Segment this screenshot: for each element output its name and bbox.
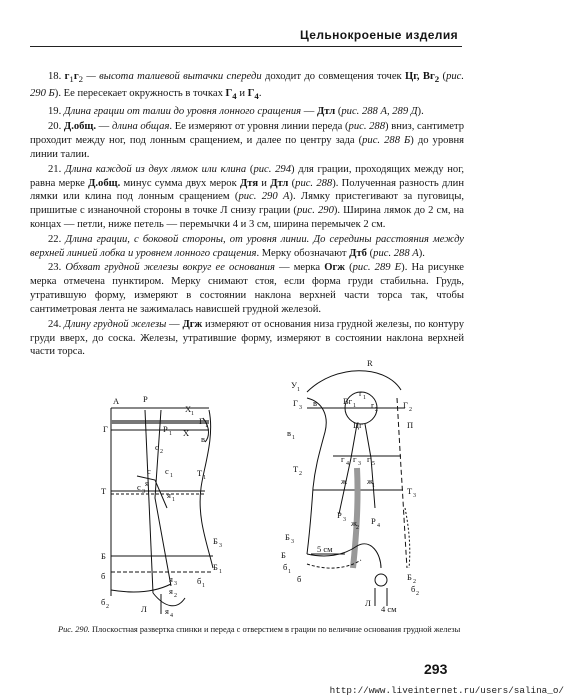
dart-line-1 bbox=[145, 410, 153, 593]
term: Обхват грудной железы вокруг ее основания bbox=[65, 262, 275, 273]
term: Длина грации от талии до уровня лонного сращения bbox=[63, 106, 302, 118]
label-p3: Р bbox=[337, 510, 342, 520]
label-b-cap: Б bbox=[101, 551, 106, 561]
text: ( bbox=[335, 106, 342, 118]
label-g1: Г bbox=[199, 416, 204, 426]
paragraph-18 bbox=[30, 70, 464, 104]
label-4cm: 4 см bbox=[381, 604, 397, 614]
label-b1-small: б bbox=[197, 576, 202, 586]
text: Дтл bbox=[270, 177, 289, 189]
text: ( bbox=[366, 248, 374, 260]
text: измеряют от основания низа грудной железы, по контуру груди вверх, до соска. Железы, утратившие форму, измеряют в состоянии наклона верхней части торса. bbox=[30, 318, 465, 358]
label-x1: Х bbox=[185, 404, 192, 414]
label-zh1: ж bbox=[367, 476, 373, 486]
label-c3: с bbox=[137, 482, 141, 492]
figure-caption bbox=[58, 624, 468, 635]
text: Г bbox=[247, 88, 255, 100]
text: — мерка bbox=[274, 262, 325, 273]
label-t2-sub: 2 bbox=[299, 471, 302, 477]
figure-ref: рис. 288 bbox=[348, 120, 386, 132]
label-g2-sub: 2 bbox=[409, 407, 412, 413]
text: и bbox=[236, 88, 248, 100]
label-p2: П bbox=[407, 420, 414, 430]
watermark-url: http://www.liveinternet.ru/users/salina_o/ bbox=[329, 685, 564, 696]
text: минус сумма двух мерок bbox=[120, 177, 240, 189]
label-b3-sub: 3 bbox=[219, 543, 222, 549]
label-zh1-sub: 1 bbox=[372, 483, 375, 489]
text: 22. bbox=[48, 234, 66, 246]
label-g3-small-sub: 3 bbox=[358, 461, 361, 467]
text: ). Лямку пристегивают за пуговицы, пришитые с изнаночной стороны в точке Л снизу грации ( bbox=[30, 191, 464, 217]
text: ( bbox=[344, 262, 353, 273]
label-b3-right-sub: 3 bbox=[291, 539, 294, 545]
figure-ref: рис. 290 Б bbox=[30, 71, 465, 100]
page-number: 293 bbox=[424, 661, 448, 677]
label-g3: Г bbox=[293, 398, 298, 408]
text: ) вниз, сантиметр проходит между ног, под лонным сращением, и далее по центру зада ( bbox=[30, 120, 465, 146]
label-l: Л bbox=[141, 604, 147, 614]
figure-ref: рис. 289 Е bbox=[352, 262, 402, 273]
text: ). На рисунке мерка отмечена пунктиром. Мерку снимают стоя, если форма груди стабильна. Грудь, утратившую форму, измеряют в состоянии наклона верхней части торса так, чтобы сантиметровая лента не зажималась нависшей грудной железой. bbox=[30, 262, 465, 315]
section-title: Цельнокроеные изделия bbox=[299, 28, 458, 42]
label-c2: с bbox=[155, 442, 159, 452]
paragraph-23 bbox=[30, 261, 464, 317]
label-g2: Г bbox=[403, 400, 408, 410]
label-ya2: я bbox=[169, 586, 173, 596]
label-g1-sub: 1 bbox=[205, 423, 208, 429]
label-b1-right-sub: 1 bbox=[288, 569, 291, 575]
caption-prefix: Рис. 290. bbox=[58, 625, 90, 634]
leg-curve bbox=[111, 584, 171, 592]
text: ( bbox=[288, 177, 296, 189]
label-ya: я bbox=[145, 478, 149, 488]
text: — bbox=[166, 318, 183, 330]
label-5cm: 5 см bbox=[317, 544, 333, 554]
label-b-small-right: б bbox=[297, 574, 302, 584]
label-r1: r bbox=[359, 388, 362, 398]
label-v: в bbox=[313, 398, 318, 408]
pattern-drawing bbox=[75, 358, 455, 624]
label-t3-sub: 3 bbox=[413, 493, 416, 499]
figure-ref: рис. 294 bbox=[253, 163, 291, 175]
running-header bbox=[30, 22, 462, 47]
label-ya3: я bbox=[169, 574, 173, 584]
label-b2: б bbox=[101, 597, 106, 607]
label-p: Р bbox=[143, 394, 148, 404]
text: 24. bbox=[48, 318, 65, 330]
label-g3-sub: 3 bbox=[299, 405, 302, 411]
label-g5-sub: 5 bbox=[372, 461, 375, 467]
label-t1-sub: 1 bbox=[203, 475, 206, 481]
label-b2-right: Б bbox=[407, 572, 412, 582]
label-p4: Р bbox=[371, 516, 376, 526]
label-vg: Вг bbox=[343, 396, 353, 406]
left-pattern bbox=[101, 394, 222, 619]
paragraph-20 bbox=[30, 120, 464, 162]
term: — высота талиевой вытачки спереди bbox=[83, 71, 262, 82]
label-x: Х bbox=[183, 428, 190, 438]
text: ( bbox=[246, 163, 254, 175]
text: . bbox=[258, 88, 262, 100]
text: Дтл bbox=[317, 106, 336, 118]
text: ). bbox=[417, 106, 424, 118]
label-t2: Т bbox=[293, 464, 299, 474]
text: ( bbox=[439, 71, 447, 82]
label-c1: с bbox=[165, 466, 169, 476]
text: 21. bbox=[48, 163, 65, 175]
label-ya4-sub: 4 bbox=[170, 613, 173, 619]
term: длина общая bbox=[111, 120, 170, 132]
pattern-figure bbox=[75, 358, 455, 624]
label-c3-sub: 3 bbox=[142, 489, 145, 495]
text: Г bbox=[225, 88, 233, 100]
paragraph-19 bbox=[30, 105, 464, 119]
label-b2-sub: 2 bbox=[106, 604, 109, 610]
text: Дгж bbox=[182, 318, 203, 330]
term: Длина каждой из двух лямок или клина bbox=[64, 163, 247, 175]
text: ). Ширина лямок до 2 см, на концах — петли, ниже петель — перемычки 4 и 3 см, ширина перемычек 2 см. bbox=[30, 205, 465, 231]
label-b3-right: Б bbox=[285, 532, 290, 542]
label-zh2: ж bbox=[351, 518, 357, 528]
text: Дтя bbox=[239, 177, 259, 189]
label-g: Г bbox=[103, 424, 108, 434]
label-zh: ж bbox=[341, 476, 347, 486]
right-armhole-seam bbox=[307, 398, 326, 554]
term: Длину грудной железы bbox=[64, 318, 167, 330]
label-t1: Т bbox=[197, 468, 203, 478]
term: Длина грации, с боковой стороны, от уровня линии. До середины расстояния между верхней линией лобка и уровнем лонного сращения bbox=[30, 234, 465, 260]
label-g4: г bbox=[341, 454, 345, 464]
subscript: 4 bbox=[254, 91, 259, 102]
figure-ref: рис. 288 А, 289 Д bbox=[341, 106, 418, 118]
label-b2-right-sub: 2 bbox=[413, 579, 416, 585]
caption-text: Плоскостная развертка спинки и переда с отверстием в грации по величине основания грудной железы bbox=[89, 625, 461, 634]
right-pattern bbox=[281, 358, 419, 614]
label-c1-sub: 1 bbox=[170, 473, 173, 479]
text: Д.общ. bbox=[63, 120, 97, 132]
label-r1-sub: 1 bbox=[363, 395, 366, 401]
text: ) для грации, проходящих между ног, равна мерке bbox=[30, 163, 465, 189]
label-g5: г bbox=[367, 454, 371, 464]
text: 23. bbox=[48, 262, 66, 273]
label-cg: Цг bbox=[353, 420, 363, 430]
label-c: с bbox=[147, 466, 151, 476]
label-ya2-sub: 2 bbox=[174, 593, 177, 599]
text: . Ее измеряют от уровня линии переда ( bbox=[169, 120, 349, 132]
shoulder-arc bbox=[307, 371, 401, 392]
text: ) до уровня линии талии. bbox=[30, 134, 464, 160]
text: г bbox=[64, 71, 70, 82]
text: . Мерку обозначают bbox=[256, 248, 350, 260]
paragraph-22 bbox=[30, 233, 464, 261]
label-b3: Б bbox=[213, 536, 218, 546]
label-u-sub: 1 bbox=[297, 387, 300, 393]
subscript: 1 bbox=[69, 74, 74, 85]
text: 19. bbox=[48, 106, 64, 118]
figure-ref: рис. 288 Б bbox=[362, 134, 411, 146]
label-b1-small-sub: 1 bbox=[202, 583, 205, 589]
label-t: Т bbox=[101, 486, 107, 496]
label-b-small: б bbox=[101, 571, 106, 581]
subscript: 4 bbox=[232, 91, 237, 102]
text: Цг, Вг bbox=[405, 71, 435, 82]
label-b1-right: б bbox=[283, 562, 288, 572]
label-b2-small-right: б bbox=[411, 584, 416, 594]
label-l-right: Л bbox=[365, 598, 371, 608]
label-v1-sub: 1 bbox=[292, 435, 295, 441]
text: ). Ее пересекает окружность в точках bbox=[54, 88, 226, 100]
label-p1: Р bbox=[163, 424, 168, 434]
subscript: 2 bbox=[434, 74, 440, 85]
label-ya3-sub: 3 bbox=[174, 581, 177, 587]
label-ya1-sub: 1 bbox=[172, 497, 175, 503]
subscript: 2 bbox=[78, 74, 84, 85]
label-g3-small: г bbox=[353, 454, 357, 464]
text: ). bbox=[418, 248, 425, 260]
text: 18. bbox=[48, 71, 65, 82]
text: доходит до совмещения точек bbox=[261, 71, 406, 82]
text: Д.общ. bbox=[88, 177, 121, 189]
figure-ref: рис. 288 bbox=[295, 177, 333, 189]
paragraph-21 bbox=[30, 163, 464, 233]
text: и bbox=[258, 177, 271, 189]
label-b1-sub: 1 bbox=[219, 569, 222, 575]
text: Огж bbox=[324, 262, 345, 273]
figure-ref: рис. 290 bbox=[296, 205, 334, 217]
label-r: R bbox=[367, 358, 373, 368]
label-t3: Т bbox=[407, 486, 413, 496]
label-c2-sub: 2 bbox=[160, 449, 163, 455]
label-r2: r bbox=[371, 400, 374, 410]
label-r2-sub: 2 bbox=[375, 407, 378, 413]
right-outer-dash bbox=[405, 508, 410, 568]
text: — bbox=[96, 120, 112, 132]
figure-ref: рис. 290 А bbox=[238, 191, 290, 203]
label-u: У bbox=[291, 380, 298, 390]
figure-ref: рис. 288 А bbox=[373, 248, 419, 260]
label-g4-sub: 4 bbox=[346, 461, 349, 467]
label-ya4: я bbox=[165, 606, 169, 616]
label-a: А bbox=[113, 396, 120, 406]
label-p3-sub: 3 bbox=[343, 517, 346, 523]
text: — bbox=[301, 106, 317, 118]
text: 20. bbox=[48, 120, 64, 132]
label-v: в bbox=[201, 434, 206, 444]
text: ). Полученная разность длин лямки или клина под лонным сращением ( bbox=[30, 177, 465, 203]
center-front-line bbox=[397, 398, 407, 568]
button-circle bbox=[375, 574, 387, 586]
label-b2-small-right-sub: 2 bbox=[416, 591, 419, 597]
paragraph-24 bbox=[30, 318, 464, 360]
label-p4-sub: 4 bbox=[377, 523, 380, 529]
label-ya1: я bbox=[167, 490, 171, 500]
label-b1: Б bbox=[213, 562, 218, 572]
text: г bbox=[73, 71, 79, 82]
label-x1-sub: 1 bbox=[191, 411, 194, 417]
label-zh2-sub: 2 bbox=[356, 525, 359, 531]
label-v1: в bbox=[287, 428, 292, 438]
text: Дтб bbox=[349, 248, 367, 260]
label-vg-sub: 1 bbox=[353, 403, 356, 409]
label-p1-sub: 1 bbox=[169, 431, 172, 437]
body-text bbox=[30, 70, 464, 359]
label-b-right: Б bbox=[281, 550, 286, 560]
